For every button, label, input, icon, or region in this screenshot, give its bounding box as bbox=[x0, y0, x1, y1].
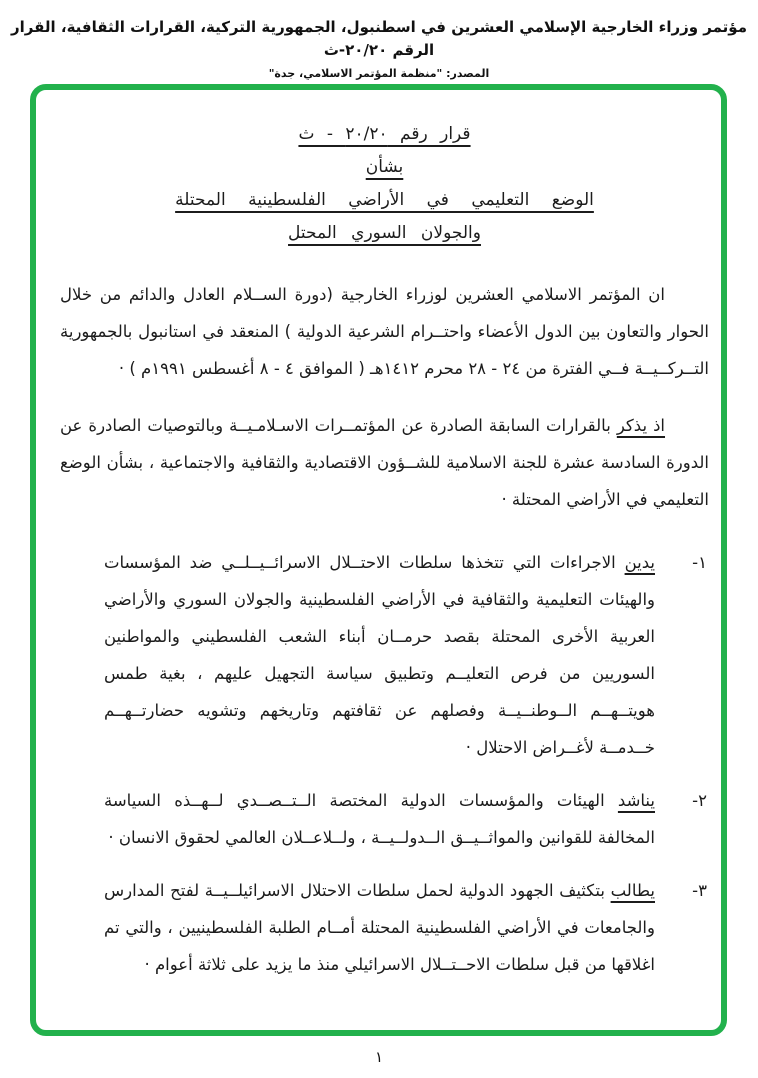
item-lead-word: يطالب bbox=[610, 881, 655, 900]
document-border-frame bbox=[30, 84, 727, 1036]
item-text bbox=[60, 782, 655, 856]
item-number: ٣- bbox=[692, 881, 707, 900]
resolution-subject-label: بشأن bbox=[365, 157, 404, 177]
item-body-text: الاجراءات التي تتخذها سلطات الاحتــلال الاسرائــيــلــي ضد المؤسسات والهيئات التعليمية والثقافية في الأراضي الفلسطينية والجولان السوري والأراضي العربية الأخرى المحتلة بقصد حرمــان أبناء الشعب الفلسطيني والمواطنين السوريين من فرص التعليــم وتطبيق سياسة التجهيل عليهم ، بغية طمس هويتــهــم الــوطنــيــة وفصلهم عن ثقافتهم وتاريخهم وتشويه حضارتــهــم خــدمــة لأغــراض الاحتلال · bbox=[104, 553, 655, 757]
recall-lead-word: اذ يذكر bbox=[616, 416, 666, 435]
item-body-text: الهيئات والمؤسسات الدولية المختصة الــتــصــدي لــهــذه السياسة المخالفة للقوانين والمواثــيــق الــدولــيــة ، ولــلاعــلان العالمي لحقوق الانسان · bbox=[104, 791, 655, 847]
document-header bbox=[0, 0, 758, 80]
page-number: ١ bbox=[374, 1048, 384, 1066]
item-text bbox=[60, 544, 655, 766]
item-number: ٢- bbox=[692, 791, 707, 810]
item-text bbox=[60, 872, 655, 983]
resolution-title-block bbox=[60, 118, 709, 250]
conference-source-line: مؤتمر وزراء الخارجية الإسلامي العشرين في اسطنبول، الجمهورية التركية، القرارات الثقافية، القرار الرقم ٢٠/٢٠-ث bbox=[10, 18, 747, 59]
resolution-item-1 bbox=[60, 544, 709, 766]
resolution-item-3 bbox=[60, 872, 709, 983]
source-attribution: المصدر: "منظمة المؤتمر الاسلامي، جدة" bbox=[268, 67, 490, 80]
recall-paragraph-text: بالقرارات السابقة الصادرة عن المؤتمــرات الاسـلامـيــة وبالتوصيات الصادرة عن الدورة السادسة عشرة للجنة الاسلامية للشــؤون الاقتصادية والثقافية والاجتماعية ، بشأن الوضع التعليمي في الأراضي المحتلة · bbox=[60, 416, 709, 509]
item-number: ١- bbox=[692, 553, 707, 572]
resolution-subject-line1: الوضع التعليمي في الأراضي الفلسطينية المحتلة bbox=[175, 190, 594, 210]
resolution-subject-line2: والجولان السوري المحتل bbox=[288, 223, 481, 243]
resolution-items-list bbox=[60, 544, 709, 983]
resolution-item-2 bbox=[60, 782, 709, 856]
item-lead-word: يناشد bbox=[617, 791, 655, 810]
preamble-paragraph: ان المؤتمر الاسلامي العشرين لوزراء الخارجية (دورة الســلام العادل والدائم من خلال الحوار والتعاون بين الدول الأعضاء واحتــرام الشرعية الدولية ) المنعقد في استانبول بالجمهورية التــركــيــة فــي الفترة من ٢٤ - ٢٨ محرم ١٤١٢هـ ( الموافق ٤ - ٨ أغسطس ١٩٩١م ) · bbox=[60, 285, 709, 378]
item-lead-word: يدين bbox=[624, 553, 655, 572]
item-body-text: بتكثيف الجهود الدولية لحمل سلطات الاحتلال الاسرائيلــيــة لفتح المدارس والجامعات في الأراضي الفلسطينية المحتلة أمــام الطلبة الفلسطينيين ، والتي تم اغلاقها من قبل سلطات الاحــتــلال الاسرائيلي منذ ما يزيد على ثلاثة أعوام · bbox=[104, 881, 655, 974]
recall-paragraph bbox=[60, 407, 709, 518]
resolution-number-title: قرار رقم ٢٠/٢٠ - ث bbox=[298, 124, 471, 144]
